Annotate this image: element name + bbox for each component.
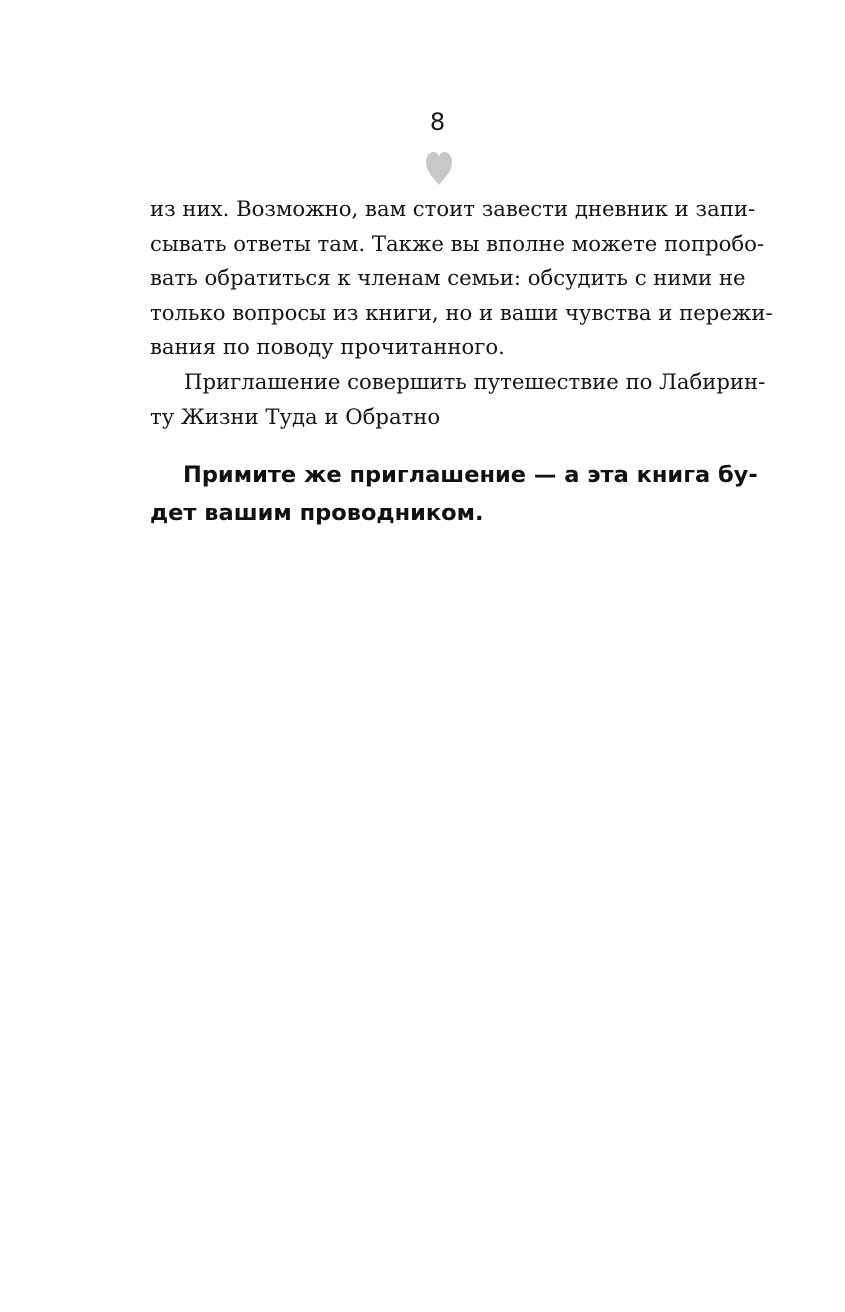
page-number: 8	[429, 108, 446, 136]
text-line: вать обратиться к членам семьи: обсудить с ними не	[150, 265, 746, 291]
text-line: вания по поводу прочитанного.	[150, 334, 505, 360]
callout-text	[150, 456, 758, 532]
paragraph-1	[150, 192, 773, 365]
callout-line: дет вашим проводником.	[150, 500, 484, 526]
paragraph-2	[150, 365, 766, 434]
callout-line: Примите же приглашение — а эта книга бу-	[183, 462, 758, 488]
text-line: из них. Возможно, вам стоит завести дневник и запи-	[150, 196, 756, 221]
body-text	[150, 192, 773, 434]
heart-icon	[424, 150, 454, 186]
text-line: ту Жизни Туда и Обратно	[150, 403, 441, 429]
text-line: Приглашение совершить путешествие по Лабирин-	[184, 368, 766, 394]
text-line: сывать ответы там. Также вы вполне можете попробо-	[150, 230, 765, 256]
text-line: только вопросы из книги, но и ваши чувства и пережи-	[150, 299, 773, 325]
